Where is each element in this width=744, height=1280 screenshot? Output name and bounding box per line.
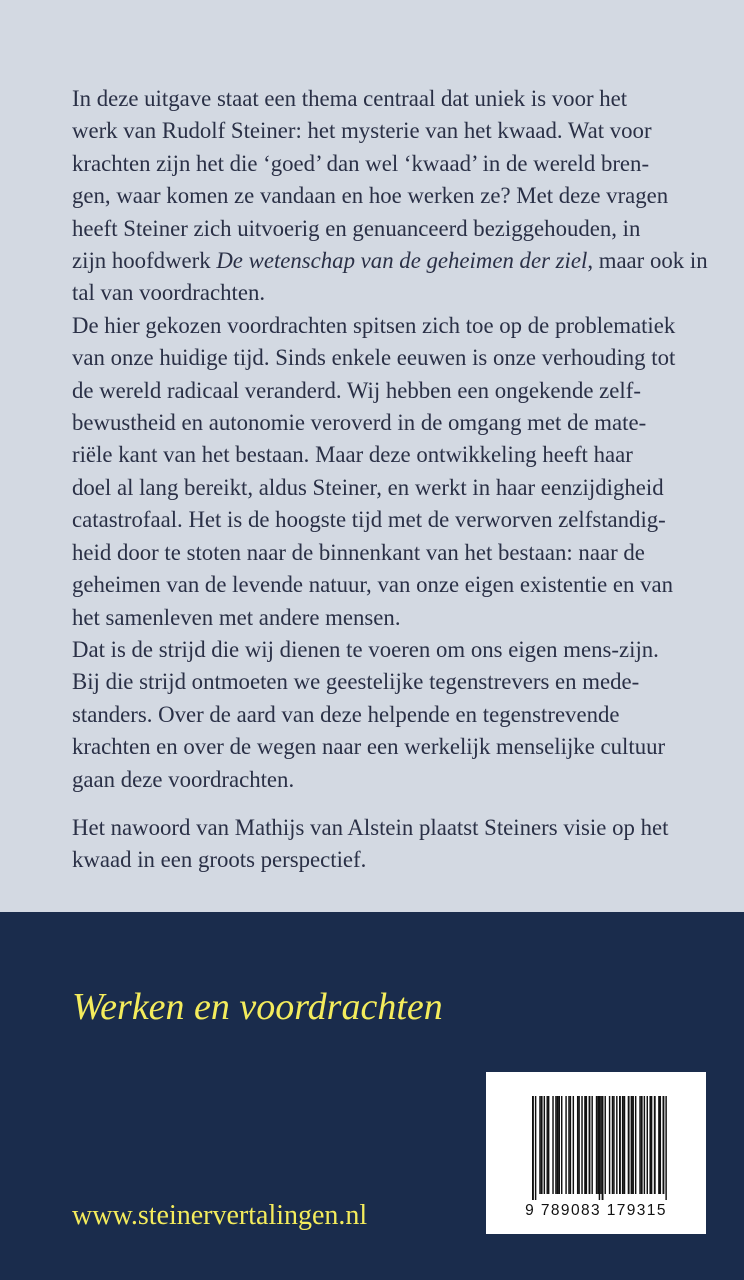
- blurb-line: geheimen van de levende natuur, van onze eigen existentie en van: [72, 572, 674, 598]
- barcode-bar: [600, 1096, 601, 1194]
- barcode-bar: [613, 1096, 614, 1194]
- barcode-bar: [654, 1096, 656, 1194]
- barcode-bar: [581, 1096, 582, 1194]
- blurb-line: bewustheid en autonomie veroverd in de omgang met de mate-: [72, 410, 647, 436]
- barcode-bar: [573, 1096, 574, 1194]
- barcode-bar: [557, 1096, 558, 1194]
- barcode-bar: [619, 1096, 621, 1194]
- barcode-bar: [602, 1096, 604, 1200]
- barcode-bar: [631, 1096, 632, 1194]
- blurb-line: van onze huidige tijd. Sinds enkele eeuwen is onze verhouding tot: [72, 345, 676, 371]
- barcode-bar: [589, 1096, 591, 1194]
- barcode-bar: [555, 1096, 556, 1194]
- barcode-bar: [570, 1096, 571, 1194]
- barcode-bar: [628, 1096, 630, 1194]
- barcode-bar: [548, 1096, 549, 1194]
- barcode-bar: [552, 1096, 553, 1194]
- barcode-bar: [651, 1096, 652, 1194]
- barcode-bar: [532, 1096, 534, 1200]
- blurb-line: heid door te stoten naar de binnenkant van het bestaan: naar de: [72, 539, 645, 565]
- barcode-bar: [568, 1096, 569, 1194]
- barcode-bar: [644, 1096, 645, 1194]
- barcode-bar: [565, 1096, 566, 1194]
- barcode-bar: [535, 1096, 536, 1200]
- barcode-bar: [616, 1096, 617, 1194]
- blurb-line: krachten zijn het die ‘goed’ dan wel ‘kwaad’ in de wereld bren-: [72, 150, 650, 176]
- blurb-line: zijn hoofdwerk De wetenschap van de geheimen der ziel, maar ook in: [72, 248, 708, 274]
- blurb-line: doel al lang bereikt, aldus Steiner, en werkt in haar eenzijdigheid: [72, 474, 664, 500]
- blurb-line: tal van voordrachten.: [72, 280, 266, 306]
- barcode-bar: [609, 1096, 610, 1194]
- blurb-line: standers. Over de aard van deze helpende en tegenstrevende: [72, 701, 620, 727]
- barcode-box: [486, 1072, 706, 1234]
- barcode-bar: [544, 1096, 545, 1194]
- website-link[interactable]: www.steinervertalingen.nl: [72, 1200, 368, 1231]
- barcode-bar: [632, 1096, 634, 1194]
- blurb-line: gaan deze voordrachten.: [72, 766, 295, 792]
- blurb-line: werk van Rudolf Steiner: het mysterie van het kwaad. Wat voor: [72, 118, 652, 144]
- barcode-bar: [591, 1096, 592, 1194]
- blurb-line: Het nawoord van Mathijs van Alstein plaatst Steiners visie op het: [72, 814, 669, 840]
- barcode-bar: [596, 1096, 597, 1194]
- barcode-bar: [561, 1096, 562, 1194]
- blurb-line: krachten en over de wegen naar een werkelijk menselijke cultuur: [72, 734, 666, 760]
- barcode-bar: [578, 1096, 579, 1194]
- blurb-line: de wereld radicaal veranderd. Wij hebben een ongekende zelf-: [72, 377, 641, 403]
- barcode-bar: [547, 1096, 548, 1194]
- barcode-bar: [558, 1096, 560, 1194]
- blurb-paragraph-1: [72, 83, 714, 310]
- blurb-line: riële kant van het bestaan. Maar deze ontwikkeling heeft haar: [72, 442, 633, 468]
- barcode-bar: [577, 1096, 578, 1194]
- barcode-bar: [663, 1096, 665, 1194]
- barcode-bar: [586, 1096, 587, 1194]
- barcode-bar: [635, 1096, 636, 1194]
- barcode-bar: [612, 1096, 613, 1194]
- blurb-line: heeft Steiner zich uitvoerig en genuanceerd beziggehouden, in: [72, 215, 641, 241]
- blurb-paragraph-3: [72, 634, 714, 796]
- barcode-bar: [623, 1096, 625, 1194]
- barcode-bar: [605, 1096, 606, 1194]
- back-cover-blurb: [72, 83, 714, 877]
- barcode-bar: [647, 1096, 648, 1194]
- blurb-line: het samenleven met andere mensen.: [72, 604, 401, 630]
- blurb-line: gen, waar komen ze vandaan en hoe werken ze? Met deze vragen: [72, 183, 669, 209]
- blurb-line: Bij die strijd ontmoeten we geestelijke tegenstrevers en mede-: [72, 669, 640, 695]
- barcode-bar: [539, 1096, 540, 1194]
- barcode-bar: [641, 1096, 643, 1194]
- barcode-bar: [599, 1096, 600, 1200]
- blurb-paragraph-2: [72, 310, 714, 634]
- blurb-line: De hier gekozen voordrachten spitsen zich toe op de problematiek: [72, 312, 676, 338]
- series-title: Werken en voordrachten: [72, 986, 443, 1028]
- blurb-line: In deze uitgave staat een thema centraal dat uniek is voor het: [72, 86, 628, 111]
- blurb-line: kwaad in een groots perspectief.: [72, 847, 367, 873]
- isbn-number: 9 789083 179315: [525, 1202, 667, 1219]
- blurb-paragraph-4: [72, 812, 714, 877]
- barcode-bar: [541, 1096, 543, 1194]
- book-title-reference: De wetenschap van de geheimen der ziel: [216, 248, 588, 274]
- barcode-bar: [622, 1096, 623, 1194]
- barcode-bar: [665, 1096, 666, 1200]
- barcode-bar: [639, 1096, 640, 1194]
- blurb-line: Dat is de strijd die wij dienen te voeren om ons eigen mens-zijn.: [72, 636, 659, 662]
- blurb-line: catastrofaal. Het is de hoogste tijd met de verworven zelfstandig-: [72, 507, 666, 533]
- barcode-bar: [660, 1096, 661, 1194]
